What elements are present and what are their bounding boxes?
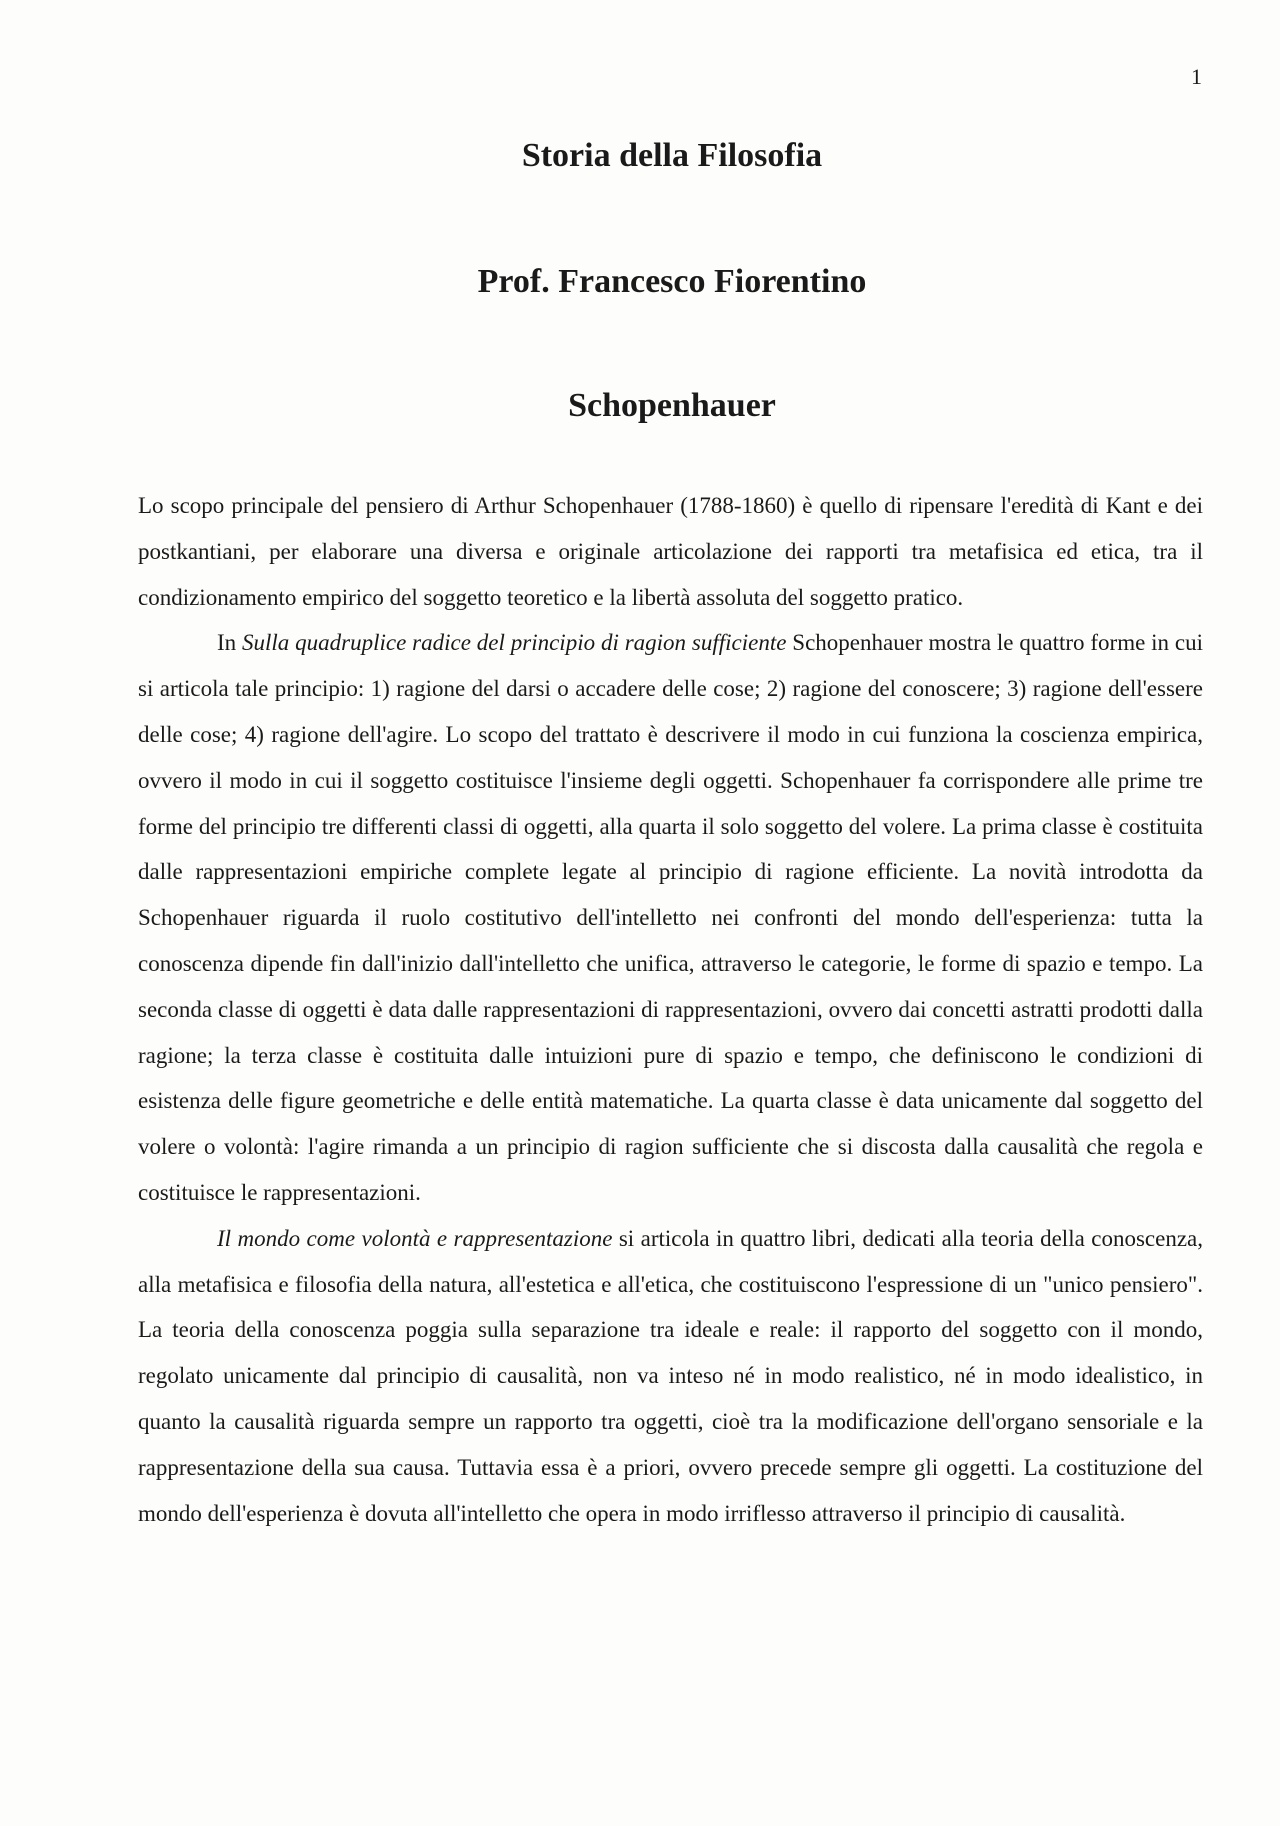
page-number: 1: [1191, 64, 1202, 89]
document-author: Prof. Francesco Fiorentino: [477, 263, 867, 300]
paragraph-3-text: si articola in quattro libri, dedicati alla teoria della conoscenza, alla metafisica e filosofia della natura, all'estetica e all'etica, che costituiscono l'espressione di un "unico pensiero". La teoria della conoscenza poggia sulla separazione tra ideale e reale: il rapporto del soggetto con il mondo, regolato unicamente dal principio di causalità, non va inteso né in modo realistico, né in modo idealistico, in quanto la causalità riguarda sempre un rapporto tra oggetti, cioè tra la modificazione dell'organo sensoriale e la rappresentazione della sua causa. Tuttavia essa è a priori, ovvero precede sempre gli oggetti. La costituzione del mondo dell'esperienza è dovuta all'intelletto che opera in modo irriflesso attraverso il principio di causalità.: [138, 1225, 1203, 1526]
paragraph-2: [138, 620, 1203, 1215]
paragraph-2-text: Schopenhauer mostra le quattro forme in cui si articola tale principio: 1) ragione del darsi o accadere delle cose; 2) ragione del conoscere; 3) ragione dell'essere delle cose; 4) ragione dell'agire. Lo scopo del trattato è descrivere il modo in cui funziona la coscienza empirica, ovvero il modo in cui il soggetto costituisce l'insieme degli oggetti. Schopenhauer fa corrispondere alle prime tre forme del principio tre differenti classi di oggetti, alla quarta il solo soggetto del volere. La prima classe è costituita dalle rappresentazioni empiriche complete legate al principio di ragione efficiente. La novità introdotta da Schopenhauer riguarda il ruolo costitutivo dell'intelletto nei confronti del mondo dell'esperienza: tutta la conoscenza dipende fin dall'inizio dall'intelletto che unifica, attraverso le categorie, le forme di spazio e tempo. La seconda classe di oggetti è data dalle rappresentazioni di rappresentazioni, ovvero dai concetti astratti prodotti dalla ragione; la terza classe è costituita dalle intuizioni pure di spazio e tempo, che definiscono le condizioni di esistenza delle figure geometriche e delle entità matematiche. La quarta classe è data unicamente dal soggetto del volere o volontà: l'agire rimanda a un principio di ragion sufficiente che si discosta dalla causalità che regola e costituisce le rappresentazioni.: [138, 630, 1203, 1205]
paragraph-2-lead: In: [217, 630, 243, 656]
paragraph-1-text: Lo scopo principale del pensiero di Arthur Schopenhauer (1788-1860) è quello di ripensare l'eredità di Kant e dei postkantiani, per elaborare una diversa e originale articolazione dei rapporti tra metafisica ed etica, tra il condizionamento empirico del soggetto teoretico e la libertà assoluta del soggetto pratico.: [138, 493, 1203, 610]
book-title-mondo-come-volonta: Il mondo come volontà e rappresentazione: [217, 1225, 613, 1251]
book-title-quadruplice-radice: Sulla quadruplice radice del principio di ragion sufficiente: [242, 630, 787, 656]
body-text: [138, 483, 1203, 1536]
paragraph-1: [138, 483, 1203, 620]
document-topic: Schopenhauer: [568, 387, 776, 424]
paragraph-3: [138, 1216, 1203, 1537]
document-title: Storia della Filosofia: [521, 137, 823, 174]
